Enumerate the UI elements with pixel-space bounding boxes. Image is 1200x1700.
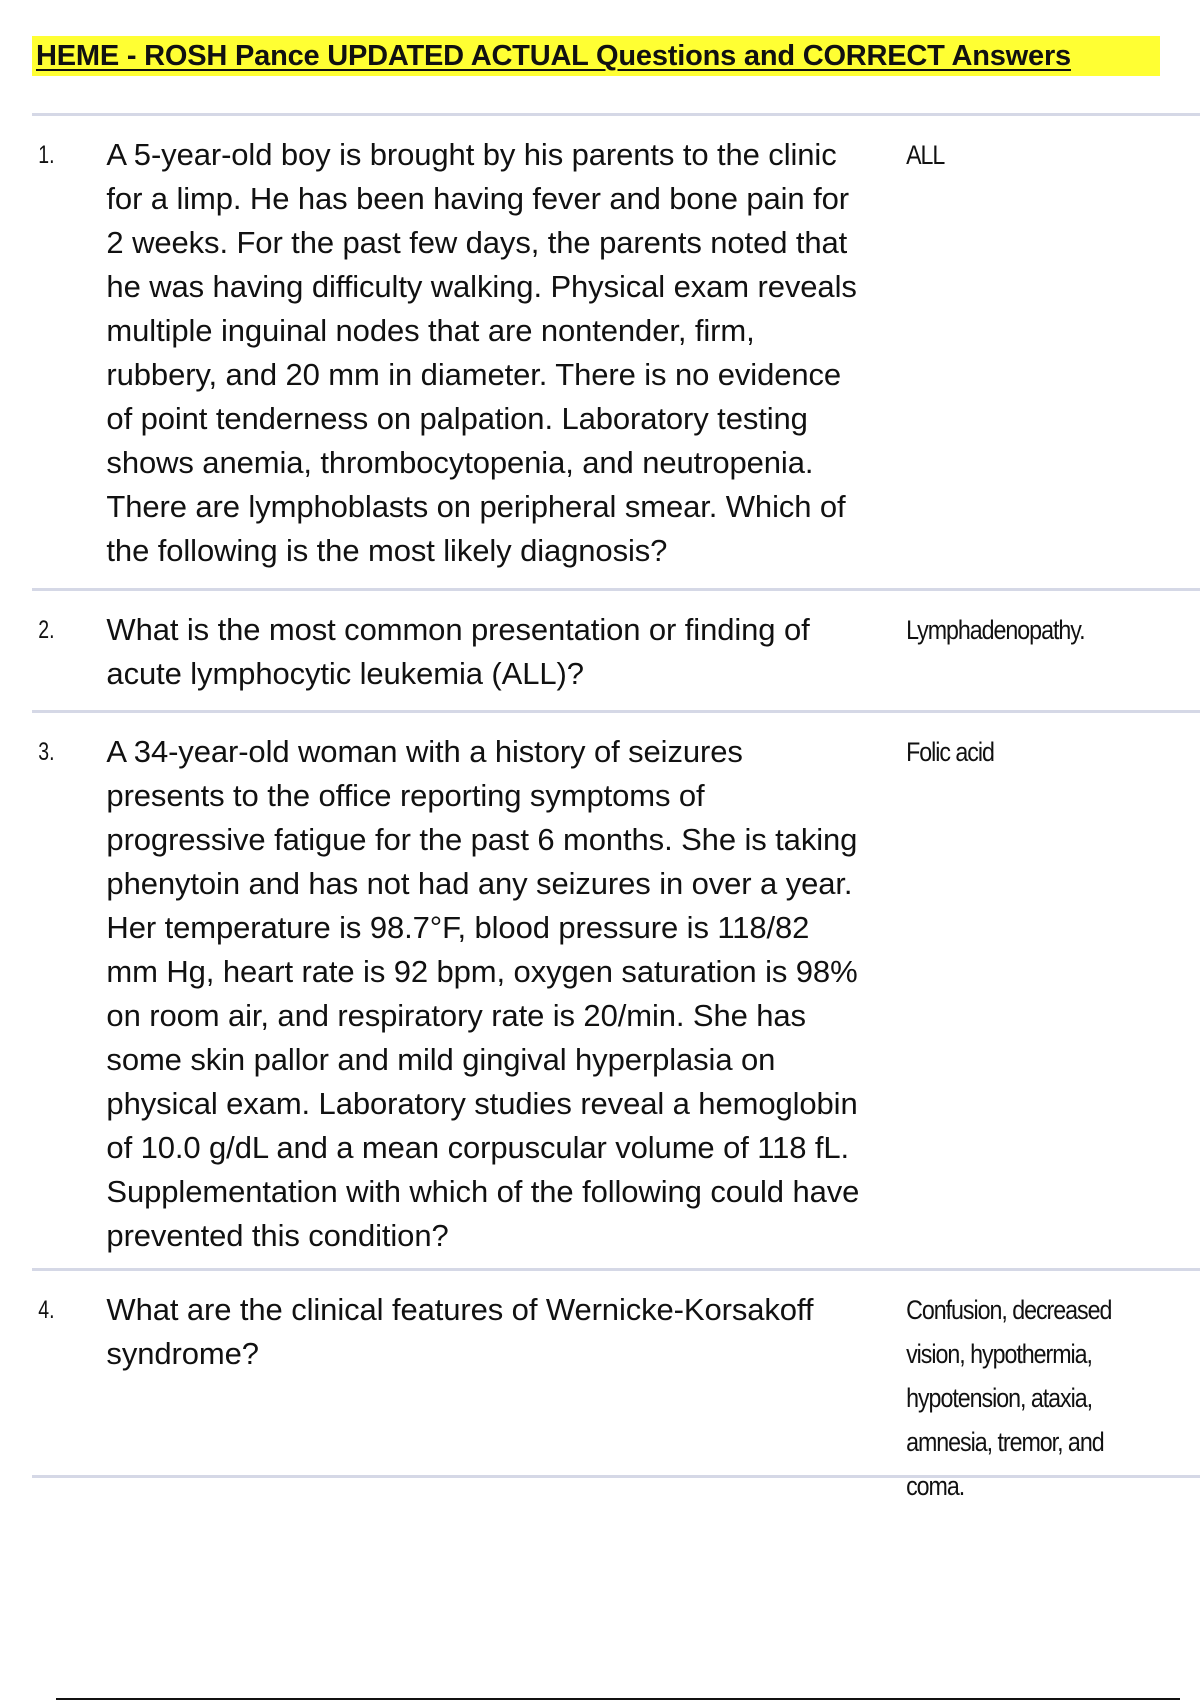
question-text: A 34-year-old woman with a history of seizures presents to the office reporting symptoms of progressive fatigue for the past 6 months. She is taking phenytoin and has not had any seizures in over a year. Her temperature is 98.7°F, blood pressure is 118/82 mm Hg, heart rate is 92 bpm, oxygen saturation is 98% on room air, and respiratory rate is 20/min. She has some skin pallor and mild gingival hyperplasia on physical exam. Laboratory studies reveal a hemoglobin of 10.0 g/dL and a mean corpuscular volume of 118 fL. Supplementation with which of the following could have prevented this condition? — [106, 734, 860, 1253]
question-number: 1. — [38, 141, 55, 169]
qa-row — [32, 1271, 1200, 1501]
answer-text: Lymphadenopathy. — [905, 615, 1085, 645]
question-text: What is the most common presentation or finding of acute lymphocytic leukemia (ALL)? — [106, 612, 810, 691]
qa-row — [32, 116, 1200, 591]
qa-row — [32, 713, 1200, 1271]
qa-list — [32, 113, 1200, 1501]
answer-text: Folic acid — [905, 737, 994, 767]
question-text: A 5-year-old boy is brought by his parents to the clinic for a limp. He has been having fever and bone pain for 2 weeks. For the past few days, the parents noted that he was having difficulty walking. Physical exam reveals multiple inguinal nodes that are nontender, firm, rubbery, and 20 mm in diameter. There is no evidence of point tenderness on palpation. Laboratory testing shows anemia, thrombocytopenia, and neutropenia. There are lymphoblasts on peripheral smear. Which of the following is the most likely diagnosis? — [106, 137, 857, 568]
document-title: HEME - ROSH Pance UPDATED ACTUAL Questions and CORRECT Answers — [36, 39, 1071, 72]
question-number: 2. — [38, 616, 55, 644]
answer-text: ALL — [905, 140, 944, 170]
question-text: What are the clinical features of Wernicke-Korsakoff syndrome? — [106, 1292, 814, 1371]
question-number: 4. — [38, 1296, 55, 1324]
qa-row — [32, 591, 1200, 713]
question-number: 3. — [38, 738, 55, 766]
document-title-banner — [32, 36, 1160, 76]
answer-text: Confusion, decreased vision, hypothermia, hypotension, ataxia, amnesia, tremor, and coma. — [905, 1295, 1111, 1501]
